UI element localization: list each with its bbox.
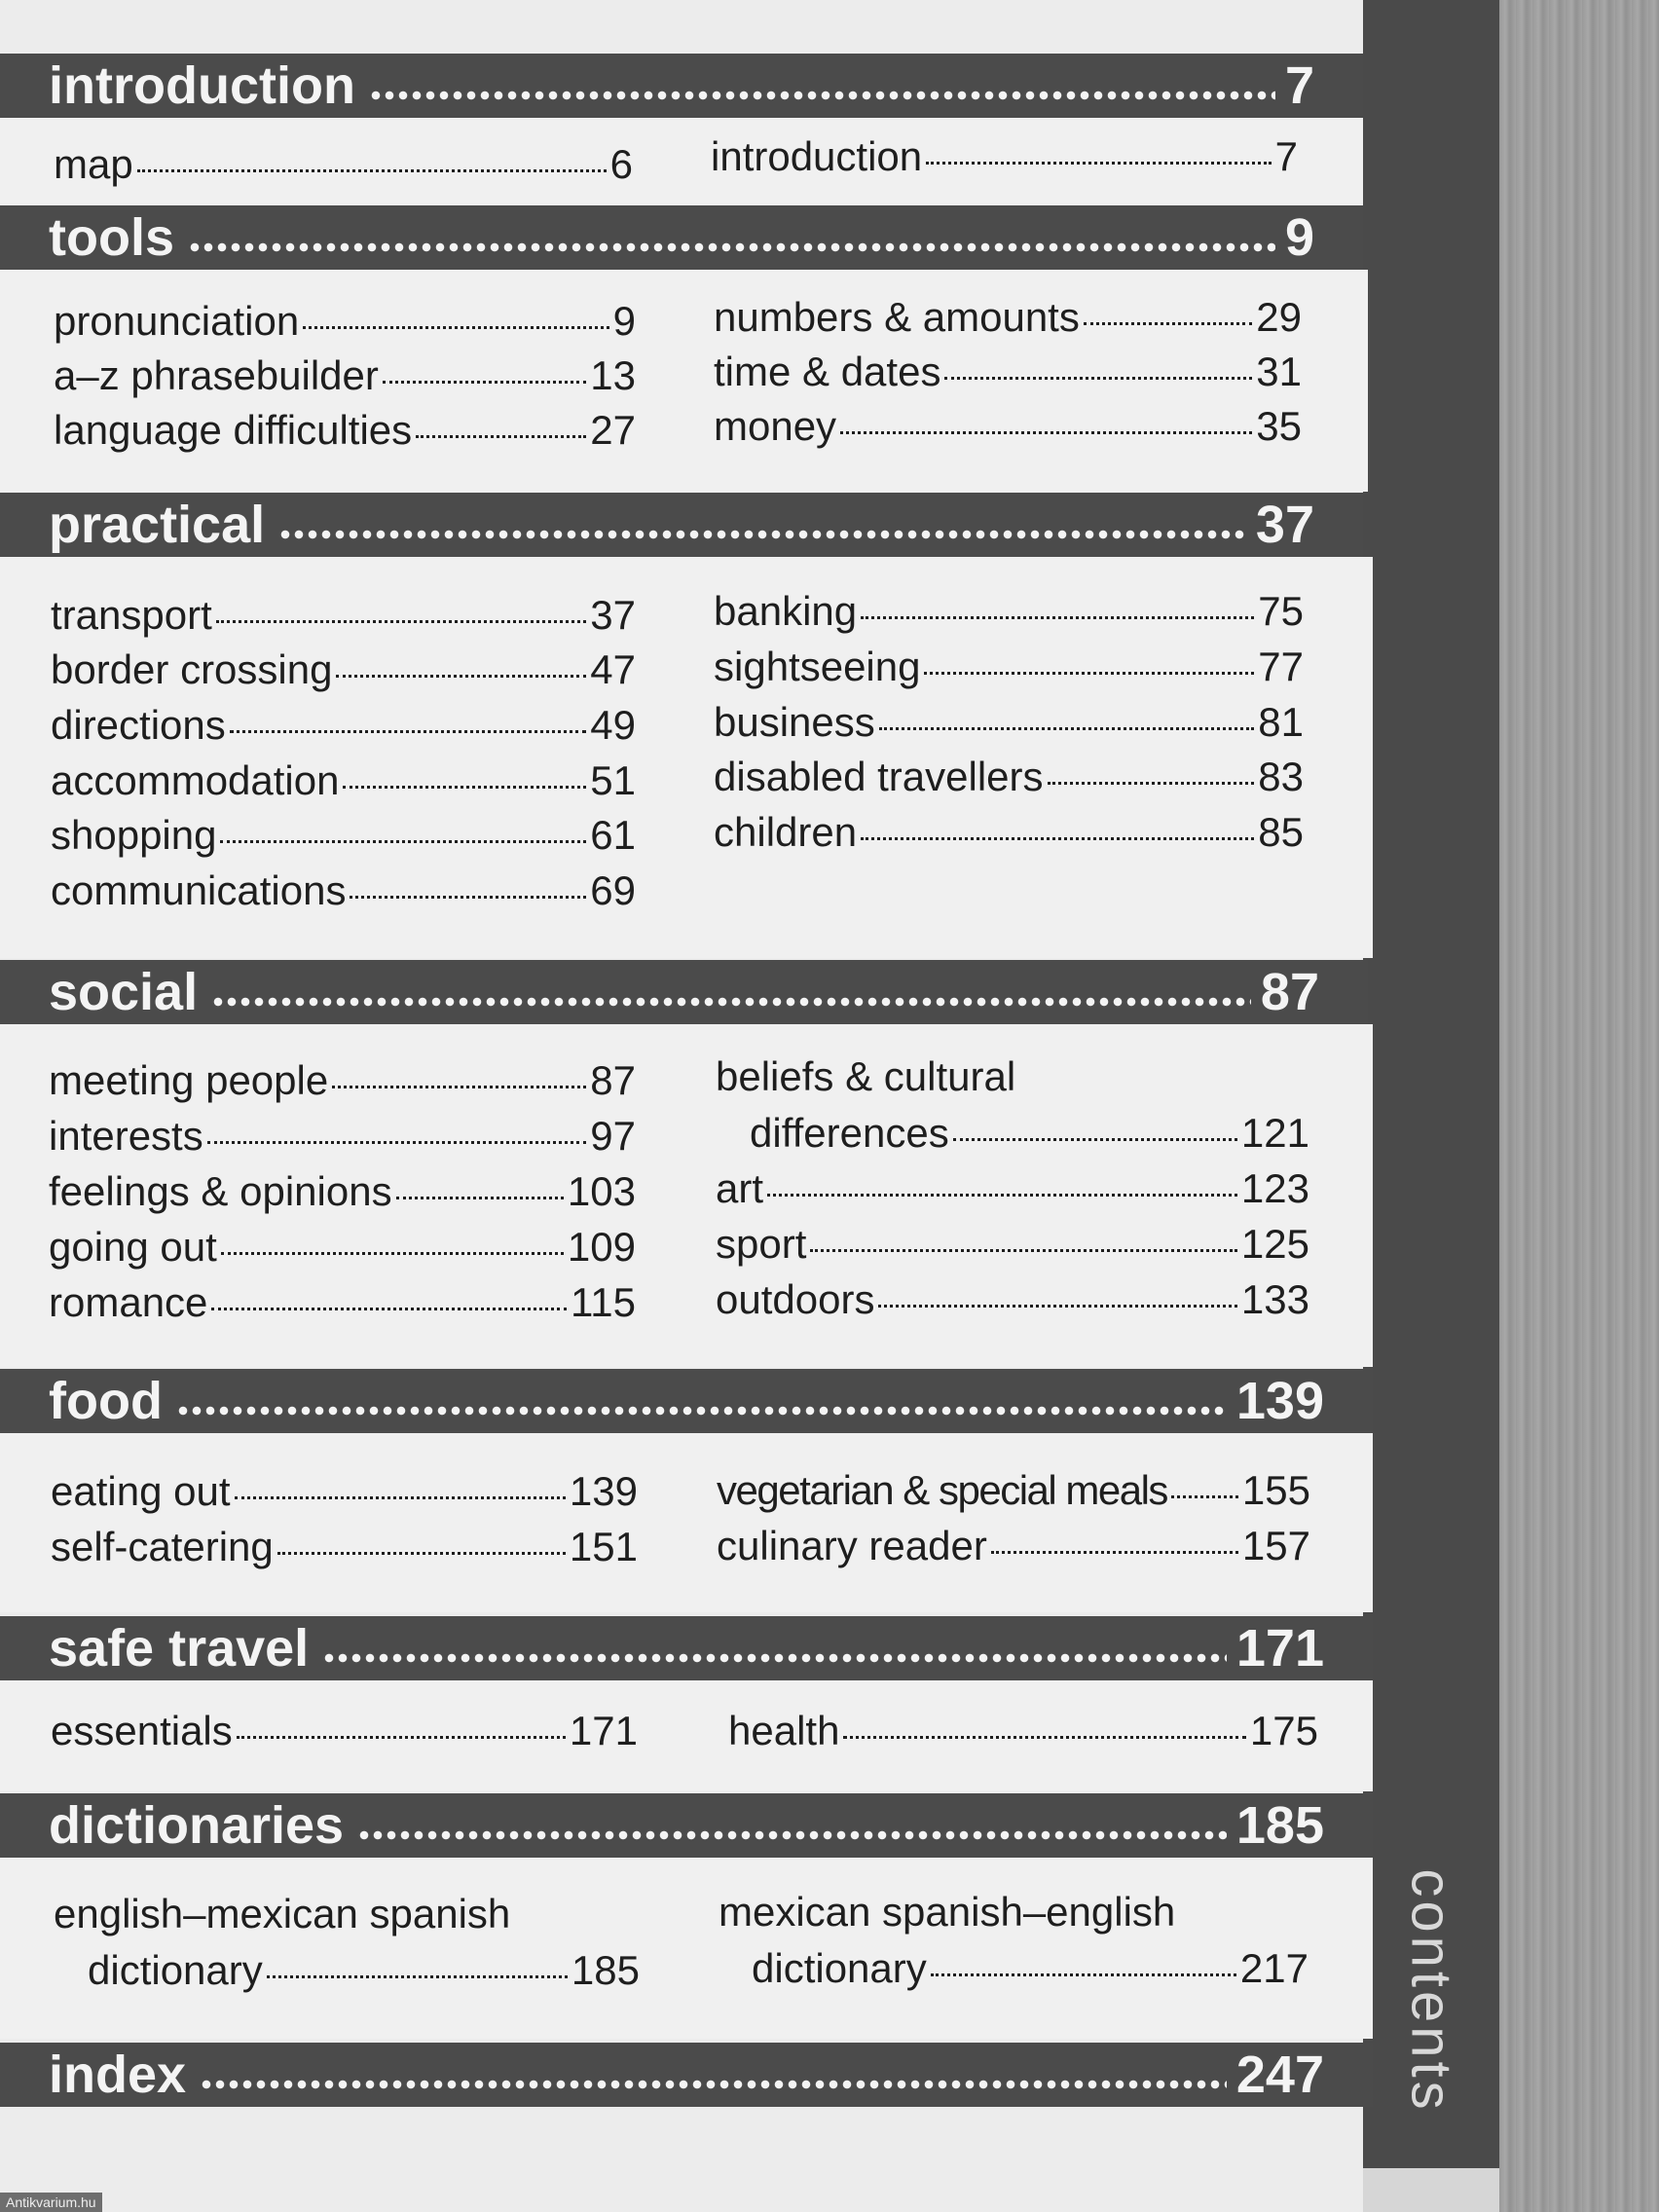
entry-label: introduction	[711, 133, 923, 179]
leader-dots	[924, 672, 1254, 675]
leader-dots	[221, 1252, 564, 1255]
entry-label: vegetarian & special meals	[717, 1467, 1167, 1513]
entry-page: 87	[590, 1057, 636, 1103]
toc-entry-health[interactable]	[728, 1708, 1318, 1760]
leader-dots	[137, 169, 607, 172]
entry-label: feelings & opinions	[49, 1168, 392, 1214]
contents-side-label: contents	[1399, 1868, 1463, 2114]
leader-dots	[369, 90, 1275, 101]
entry-label: going out	[49, 1224, 217, 1270]
wooden-surface	[1499, 0, 1659, 2212]
entry-page: 13	[590, 352, 636, 398]
section-header-tools[interactable]	[0, 205, 1363, 270]
leader-dots	[278, 529, 1246, 540]
toc-entry-communications[interactable]	[51, 867, 636, 920]
entry-page: 175	[1249, 1708, 1318, 1753]
entry-page: 51	[590, 757, 636, 803]
entry-label: business	[714, 699, 875, 745]
watermark: Antikvarium.hu	[0, 2193, 102, 2212]
toc-entry-introduction[interactable]	[711, 133, 1298, 186]
leader-dots	[336, 675, 586, 678]
entry-label: money	[714, 403, 837, 449]
section-title: introduction	[49, 56, 355, 115]
entry-page: 69	[590, 867, 636, 913]
entry-label: transport	[51, 592, 212, 638]
leader-dots	[267, 1975, 568, 1978]
entry-page: 27	[590, 407, 636, 453]
section-title: index	[49, 2046, 187, 2104]
section-header-safe-travel[interactable]	[0, 1616, 1373, 1680]
toc-entry-border-crossing[interactable]	[51, 646, 636, 699]
toc-entry-money[interactable]	[714, 403, 1302, 456]
leader-dots	[211, 1308, 567, 1310]
toc-entry-essentials[interactable]	[51, 1708, 638, 1760]
entry-page: 29	[1256, 294, 1302, 340]
section-page: 37	[1255, 496, 1314, 554]
entry-page: 7	[1274, 133, 1298, 179]
leader-dots	[1171, 1495, 1238, 1498]
entry-page: 123	[1240, 1165, 1309, 1211]
leader-dots	[843, 1736, 1245, 1739]
entry-page: 133	[1240, 1276, 1309, 1322]
leader-dots	[926, 162, 1272, 165]
leader-dots	[176, 1405, 1227, 1417]
toc-entry-feelings-opinions[interactable]	[49, 1168, 636, 1221]
entry-label: self-catering	[51, 1524, 274, 1569]
entry-page: 35	[1256, 403, 1302, 449]
leader-dots	[277, 1552, 566, 1555]
toc-entry-children[interactable]	[714, 809, 1304, 862]
section-page: 171	[1235, 1619, 1324, 1677]
entry-page: 155	[1241, 1467, 1310, 1513]
leader-dots	[188, 241, 1275, 253]
toc-entry-meeting-people[interactable]	[49, 1057, 636, 1110]
entry-page: 125	[1240, 1221, 1309, 1267]
entry-page: 109	[567, 1224, 636, 1270]
entry-label: meeting people	[49, 1057, 329, 1103]
leader-dots	[878, 1305, 1236, 1308]
toc-entry-english-mexican-line1[interactable]: english–mexican spanish	[54, 1891, 511, 1936]
toc-entry-sport[interactable]	[716, 1221, 1309, 1273]
entry-label: pronunciation	[54, 298, 300, 344]
toc-entry-time-dates[interactable]	[714, 349, 1302, 401]
toc-entry-eating-out[interactable]	[51, 1468, 638, 1521]
toc-entry-mexican-english-dictionary[interactable]	[752, 1945, 1309, 1998]
toc-entry-art[interactable]	[716, 1165, 1309, 1218]
entry-page: 85	[1258, 809, 1304, 855]
leader-dots	[303, 326, 608, 329]
leader-dots	[220, 840, 586, 843]
toc-entry-culinary-reader[interactable]	[717, 1523, 1310, 1575]
entry-label: shopping	[51, 812, 217, 858]
section-page: 139	[1235, 1372, 1324, 1430]
leader-dots	[767, 1194, 1237, 1197]
entry-page: 171	[569, 1708, 638, 1753]
toc-entry-english-mexican-dictionary[interactable]	[88, 1947, 640, 2000]
entry-label: eating out	[51, 1468, 231, 1514]
leader-dots	[931, 1973, 1236, 1976]
entry-page: 61	[590, 812, 636, 858]
section-header-practical[interactable]	[0, 493, 1363, 557]
leader-dots	[343, 786, 586, 789]
toc-entry-disabled-travellers[interactable]	[714, 754, 1304, 806]
leader-dots	[332, 1086, 586, 1088]
leader-dots	[200, 2079, 1227, 2090]
section-page: 9	[1284, 208, 1314, 267]
leader-dots	[237, 1736, 566, 1739]
entry-page: 115	[571, 1279, 636, 1325]
entry-label: communications	[51, 867, 347, 913]
entry-label: accommodation	[51, 757, 340, 803]
toc-entry-beliefs-cultural-differences[interactable]	[750, 1110, 1309, 1162]
entry-page: 217	[1239, 1945, 1309, 1991]
entry-page: 9	[612, 298, 636, 344]
entry-label: sightseeing	[714, 644, 921, 689]
leader-dots	[396, 1197, 564, 1199]
entry-label: art	[716, 1165, 764, 1211]
entry-label: banking	[714, 588, 858, 634]
toc-entry-numbers-amounts[interactable]	[714, 294, 1302, 347]
leader-dots	[879, 727, 1255, 730]
section-header-introduction[interactable]	[0, 54, 1363, 118]
section-header-social[interactable]	[0, 960, 1368, 1024]
entry-page: 37	[590, 592, 636, 638]
entry-label: dictionary	[88, 1947, 263, 1993]
section-header-dictionaries[interactable]	[0, 1793, 1373, 1858]
section-header-food[interactable]	[0, 1369, 1373, 1433]
entry-page: 103	[567, 1168, 636, 1214]
entry-label: sport	[716, 1221, 807, 1267]
leader-dots	[216, 620, 587, 623]
leader-dots	[944, 377, 1252, 380]
toc-entry-outdoors[interactable]	[716, 1276, 1309, 1329]
entry-page: 47	[590, 646, 636, 692]
section-title: dictionaries	[49, 1796, 345, 1855]
leader-dots	[1048, 782, 1255, 785]
section-page: 87	[1260, 963, 1319, 1021]
toc-entry-vegetarian-special-meals[interactable]	[717, 1467, 1310, 1520]
entry-page: 75	[1258, 588, 1304, 634]
leader-dots	[350, 896, 586, 899]
entry-label: dictionary	[752, 1945, 927, 1991]
entry-page: 185	[571, 1947, 640, 1993]
entry-label: outdoors	[716, 1276, 875, 1322]
entry-label: border crossing	[51, 646, 333, 692]
toc-entry-accommodation[interactable]	[51, 757, 636, 810]
toc-entry-sightseeing[interactable]	[714, 644, 1304, 696]
leader-dots	[991, 1551, 1238, 1554]
leader-dots	[1084, 322, 1252, 325]
toc-entry-beliefs-line1[interactable]: beliefs & cultural	[716, 1053, 1016, 1099]
toc-entry-language-difficulties[interactable]	[54, 407, 636, 460]
entry-page: 83	[1258, 754, 1304, 799]
section-title: food	[49, 1372, 163, 1430]
toc-entry-interests[interactable]	[49, 1113, 636, 1165]
toc-entry-business[interactable]	[714, 699, 1304, 752]
toc-entry-self-catering[interactable]	[51, 1524, 638, 1576]
entry-page: 151	[569, 1524, 638, 1569]
entry-label: culinary reader	[717, 1523, 987, 1568]
section-page: 247	[1235, 2046, 1324, 2104]
section-page: 185	[1235, 1796, 1324, 1855]
section-title: practical	[49, 496, 266, 554]
leader-dots	[322, 1652, 1227, 1664]
leader-dots	[357, 1829, 1227, 1841]
leader-dots	[861, 837, 1254, 840]
entry-page: 81	[1258, 699, 1304, 745]
toc-entry-map[interactable]	[54, 141, 633, 194]
entry-page: 49	[590, 702, 636, 748]
entry-page: 139	[569, 1468, 638, 1514]
entry-label: map	[54, 141, 133, 187]
toc-entry-romance[interactable]	[49, 1279, 636, 1332]
leader-dots	[810, 1249, 1237, 1252]
section-title: social	[49, 963, 199, 1021]
entry-page: 31	[1256, 349, 1302, 394]
entry-page: 157	[1241, 1523, 1310, 1568]
section-header-index[interactable]	[0, 2043, 1373, 2107]
leader-dots	[416, 435, 586, 438]
section-title: tools	[49, 208, 174, 267]
entry-label: directions	[51, 702, 226, 748]
entry-page: 121	[1240, 1110, 1309, 1156]
entry-page: 77	[1258, 644, 1304, 689]
toc-entry-directions[interactable]	[51, 702, 636, 755]
toc-entry-transport[interactable]	[51, 592, 636, 645]
leader-dots	[211, 996, 1251, 1008]
leader-dots	[953, 1138, 1237, 1141]
section-page: 7	[1284, 56, 1314, 115]
entry-label: language difficulties	[54, 407, 413, 453]
side-strip-edge	[1363, 2168, 1499, 2212]
leader-dots	[230, 730, 587, 733]
leader-dots	[383, 381, 586, 384]
entry-label: interests	[49, 1113, 203, 1159]
entry-label: numbers & amounts	[714, 294, 1080, 340]
toc-entry-mexican-english-line1[interactable]: mexican spanish–english	[719, 1889, 1176, 1935]
entry-label: children	[714, 809, 858, 855]
entry-page: 6	[609, 141, 633, 187]
toc-entry-going-out[interactable]	[49, 1224, 636, 1276]
leader-dots	[207, 1141, 587, 1144]
entry-label: time & dates	[714, 349, 941, 394]
entry-label: romance	[49, 1279, 208, 1325]
section-title: safe travel	[49, 1619, 310, 1677]
toc-entry-phrasebuilder[interactable]	[54, 352, 636, 405]
leader-dots	[840, 431, 1252, 434]
entry-label: essentials	[51, 1708, 233, 1753]
leader-dots	[861, 616, 1254, 619]
toc-entry-pronunciation[interactable]	[54, 298, 636, 350]
toc-entry-banking[interactable]	[714, 588, 1304, 641]
entry-page: 97	[590, 1113, 636, 1159]
toc-entry-shopping[interactable]	[51, 812, 636, 865]
entry-label: disabled travellers	[714, 754, 1044, 799]
leader-dots	[235, 1496, 566, 1499]
entry-label: health	[728, 1708, 840, 1753]
entry-label: differences	[750, 1110, 949, 1156]
entry-label: a–z phrasebuilder	[54, 352, 379, 398]
